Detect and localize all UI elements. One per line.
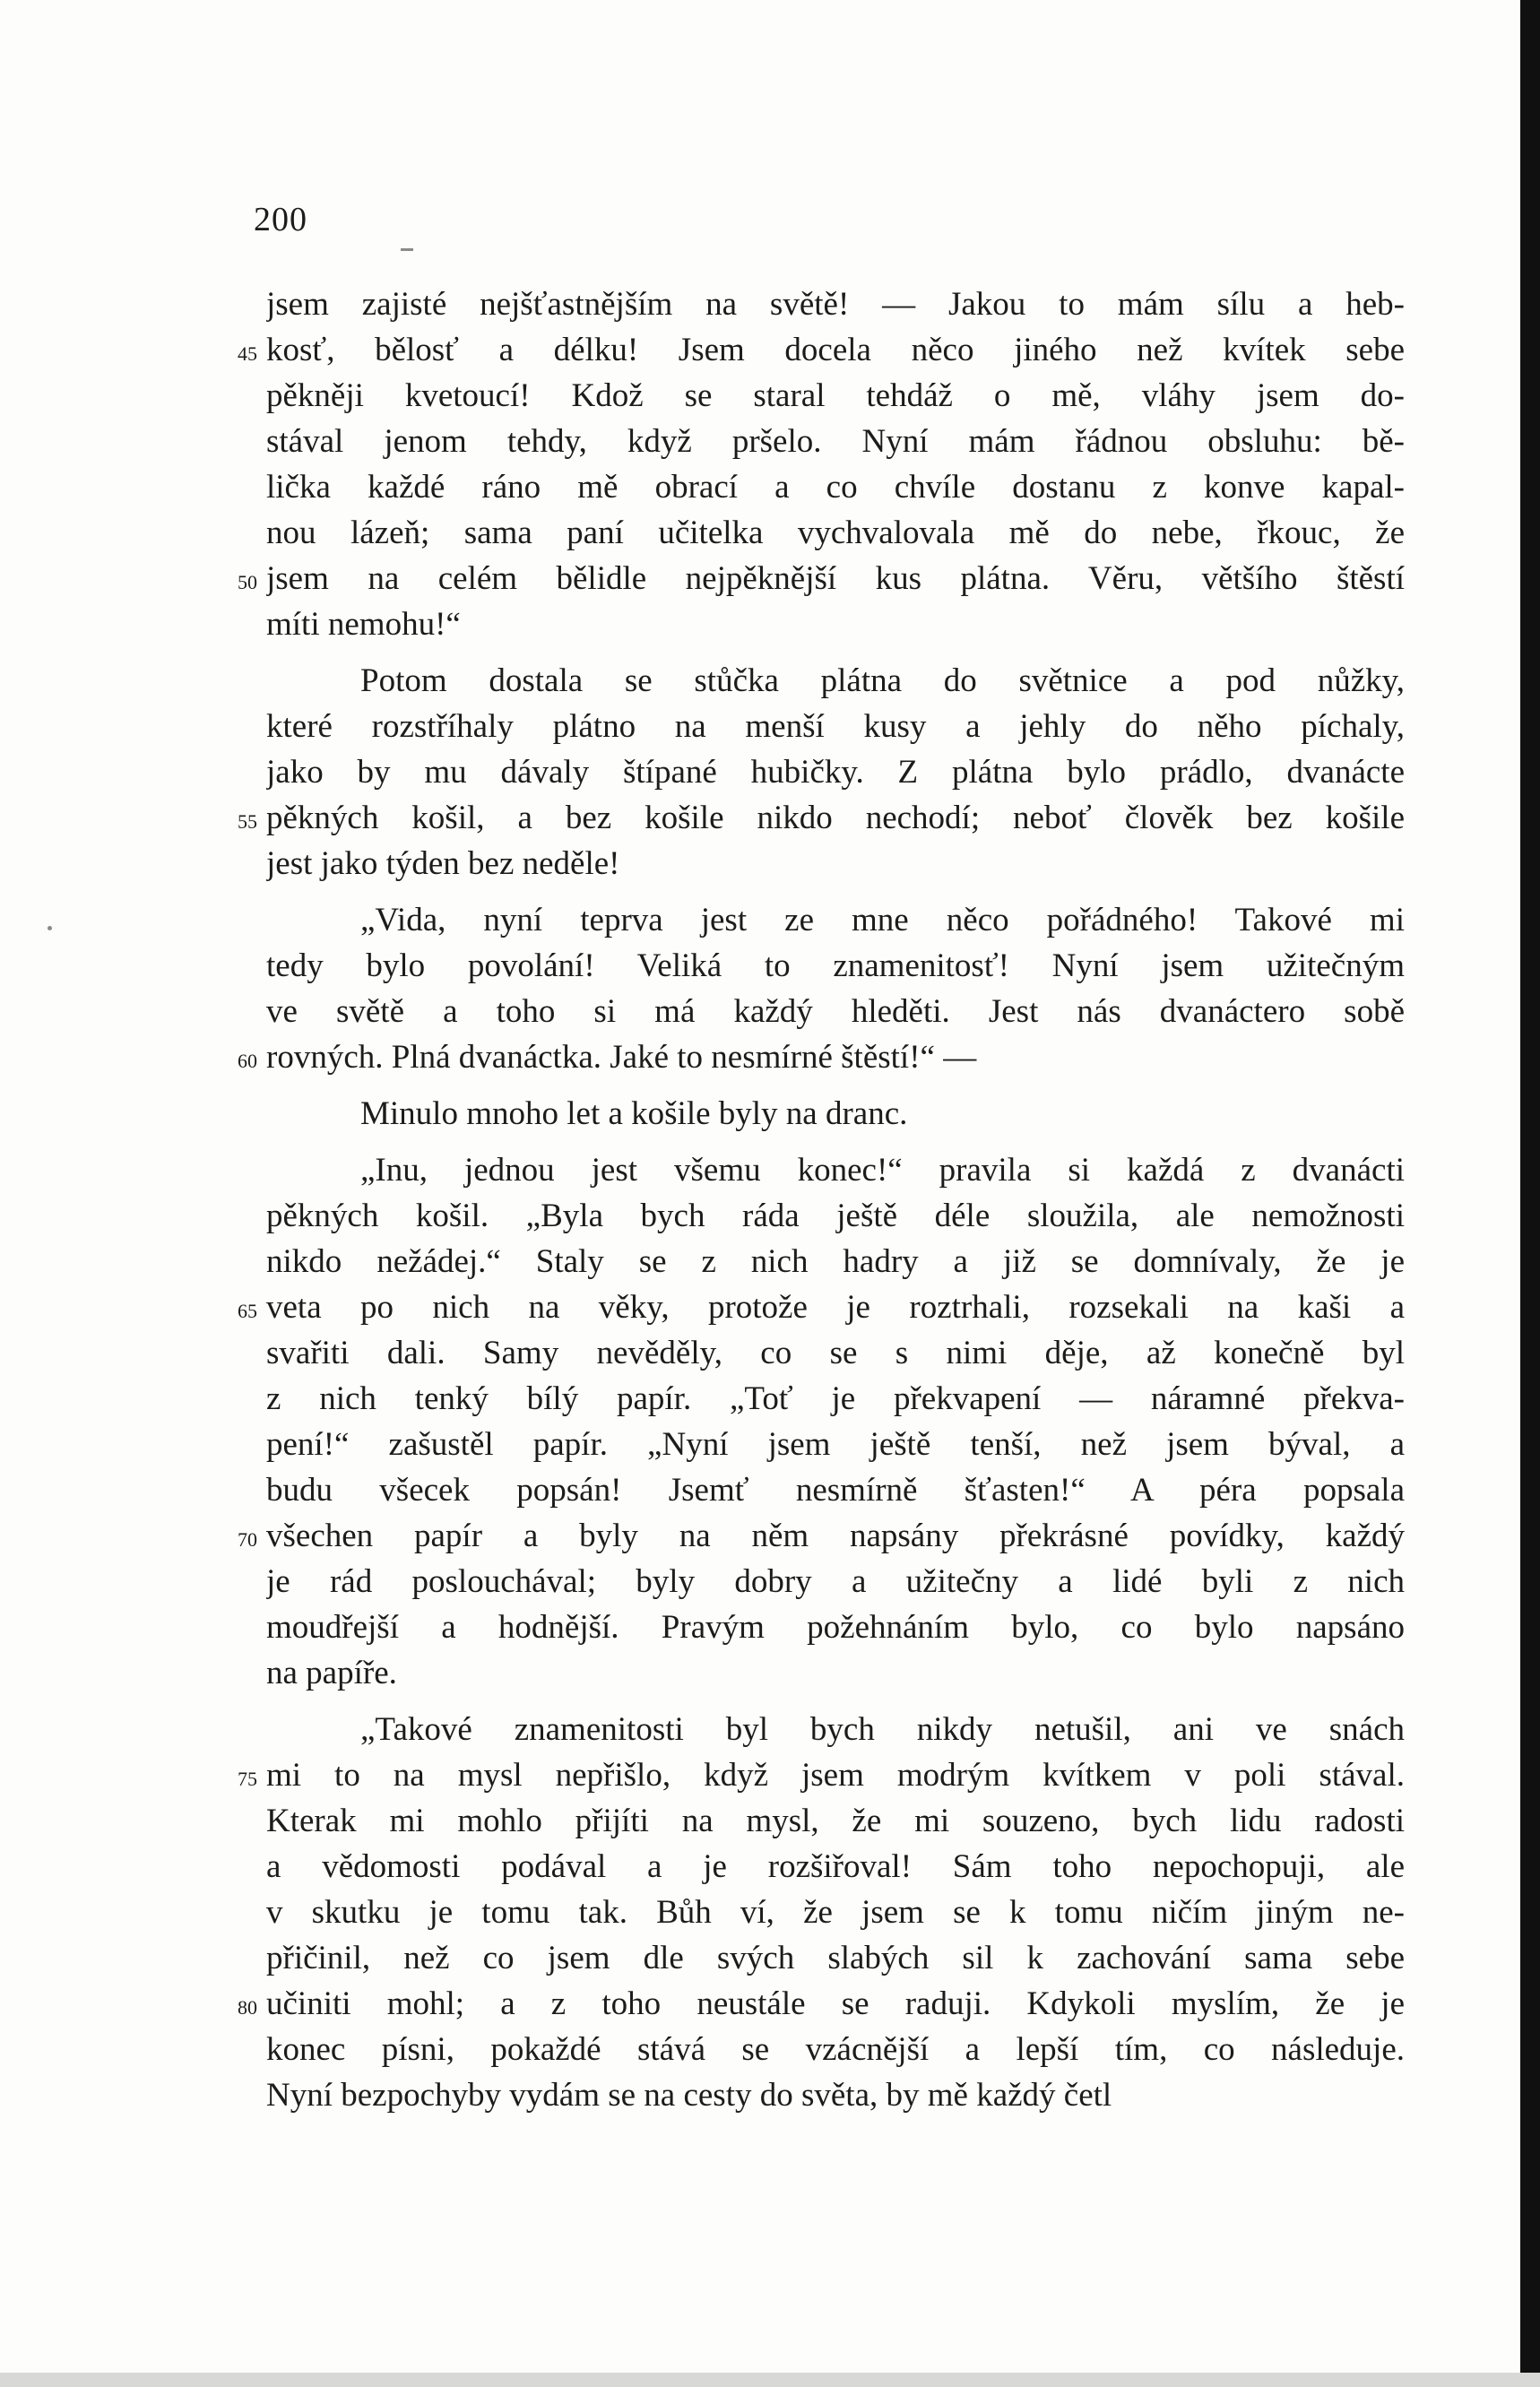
text-line: přičinil, než co jsem dle svých slabých sil k zachování sama sebe	[266, 1940, 1405, 1976]
header-dash	[401, 248, 413, 251]
text-line: Minulo mnoho let a košile byly na dranc.	[360, 1095, 908, 1132]
line-number: 55	[238, 810, 257, 833]
text-line: mi to na mysl nepřišlo, když jsem modrým kvítkem v poli stával.	[266, 1757, 1405, 1794]
line-number: 80	[238, 1996, 257, 2019]
line-number: 75	[238, 1768, 257, 1790]
text-line: nou lázeň; sama paní učitelka vychvalovala mě do nebe, řkouc, že	[266, 515, 1405, 551]
page-number: 200	[254, 201, 307, 238]
scan-border-right	[1520, 0, 1540, 2387]
text-line: veta po nich na věky, protože je roztrhali, rozsekali na kaši a	[266, 1289, 1405, 1326]
text-line: v skutku je tomu tak. Bůh ví, že jsem se k tomu ničím jiným ne-	[266, 1894, 1405, 1931]
text-line: učiniti mohl; a z toho neustále se raduji. Kdykoli myslím, že je	[266, 1985, 1405, 2022]
text-line: Potom dostala se stůčka plátna do světnice a pod nůžky,	[360, 662, 1405, 699]
text-line: které rozstříhaly plátno na menší kusy a jehly do něho píchaly,	[266, 708, 1405, 745]
text-line: z nich tenký bílý papír. „Toť je překvapení — náramné překva-	[266, 1380, 1405, 1417]
text-line: jest jako týden bez neděle!	[266, 845, 620, 882]
text-line: „Inu, jednou jest všemu konec!“ pravila si každá z dvanácti	[360, 1152, 1405, 1189]
text-line: budu všecek popsán! Jsemť nesmírně šťasten!“ A péra popsala	[266, 1472, 1405, 1509]
text-line: „Takové znamenitosti byl bych nikdy netušil, ani ve snách	[360, 1711, 1405, 1748]
text-line: konec písni, pokaždé stává se vzácnější a lepší tím, co následuje.	[266, 2031, 1405, 2068]
text-line: rovných. Plná dvanáctka. Jaké to nesmírné štěstí!“ —	[266, 1039, 977, 1076]
text-line: lička každé ráno mě obrací a co chvíle dostanu z konve kapal-	[266, 469, 1405, 506]
scan-speck	[48, 926, 52, 930]
text-line: pení!“ zašustěl papír. „Nyní jsem ještě tenší, než jsem býval, a	[266, 1426, 1405, 1463]
line-number: 60	[238, 1050, 257, 1072]
text-line: Kterak mi mohlo přijíti na mysl, že mi souzeno, bych lidu radosti	[266, 1803, 1405, 1839]
line-number: 65	[238, 1300, 257, 1322]
text-line: pěkných košil. „Byla bych ráda ještě déle sloužila, ale nemožnosti	[266, 1198, 1405, 1234]
line-number: 50	[238, 571, 257, 593]
text-line: a vědomosti podával a je rozšiřoval! Sám toho nepochopuji, ale	[266, 1848, 1405, 1885]
text-line: tedy bylo povolání! Veliká to znamenitosť! Nyní jsem užitečným	[266, 947, 1405, 984]
text-line: jsem zajisté nejšťastnějším na světě! — Jakou to mám sílu a heb-	[266, 286, 1405, 323]
text-line: moudřejší a hodnější. Pravým požehnáním bylo, co bylo napsáno	[266, 1609, 1405, 1646]
line-number: 70	[238, 1528, 257, 1551]
text-line: „Vida, nyní teprva jest ze mne něco pořádného! Takové mi	[360, 902, 1405, 938]
text-line: stával jenom tehdy, když pršelo. Nyní mám řádnou obsluhu: bě-	[266, 423, 1405, 460]
text-line: Nyní bezpochyby vydám se na cesty do světa, by mě každý četl	[266, 2077, 1112, 2114]
text-line: všechen papír a byly na něm napsány překrásné povídky, každý	[266, 1518, 1405, 1554]
text-line: jsem na celém bělidle nejpěknější kus plátna. Věru, většího štěstí	[266, 560, 1405, 597]
text-line: kosť, bělosť a délku! Jsem docela něco jiného než kvítek sebe	[266, 332, 1405, 368]
text-line: na papíře.	[266, 1655, 397, 1691]
text-line: ve světě a toho si má každý hleděti. Jest nás dvanáctero sobě	[266, 993, 1405, 1030]
text-line: míti nemohu!“	[266, 606, 461, 643]
body-text	[266, 281, 1405, 2118]
text-line: svařiti dali. Samy nevěděly, co se s nimi děje, až konečně byl	[266, 1335, 1405, 1371]
scan-border-bottom	[0, 2373, 1540, 2387]
text-line: pěkných košil, a bez košile nikdo nechodí; neboť člověk bez košile	[266, 800, 1405, 836]
line-number: 45	[238, 342, 257, 365]
text-line: jako by mu dávaly štípané hubičky. Z plátna bylo prádlo, dvanácte	[266, 754, 1405, 791]
text-line: pěkněji kvetoucí! Kdož se staral tehdáž o mě, vláhy jsem do-	[266, 377, 1405, 414]
text-line: nikdo nežádej.“ Staly se z nich hadry a již se domnívaly, že je	[266, 1243, 1405, 1280]
text-line: je rád poslouchával; byly dobry a užitečny a lidé byli z nich	[266, 1563, 1405, 1600]
